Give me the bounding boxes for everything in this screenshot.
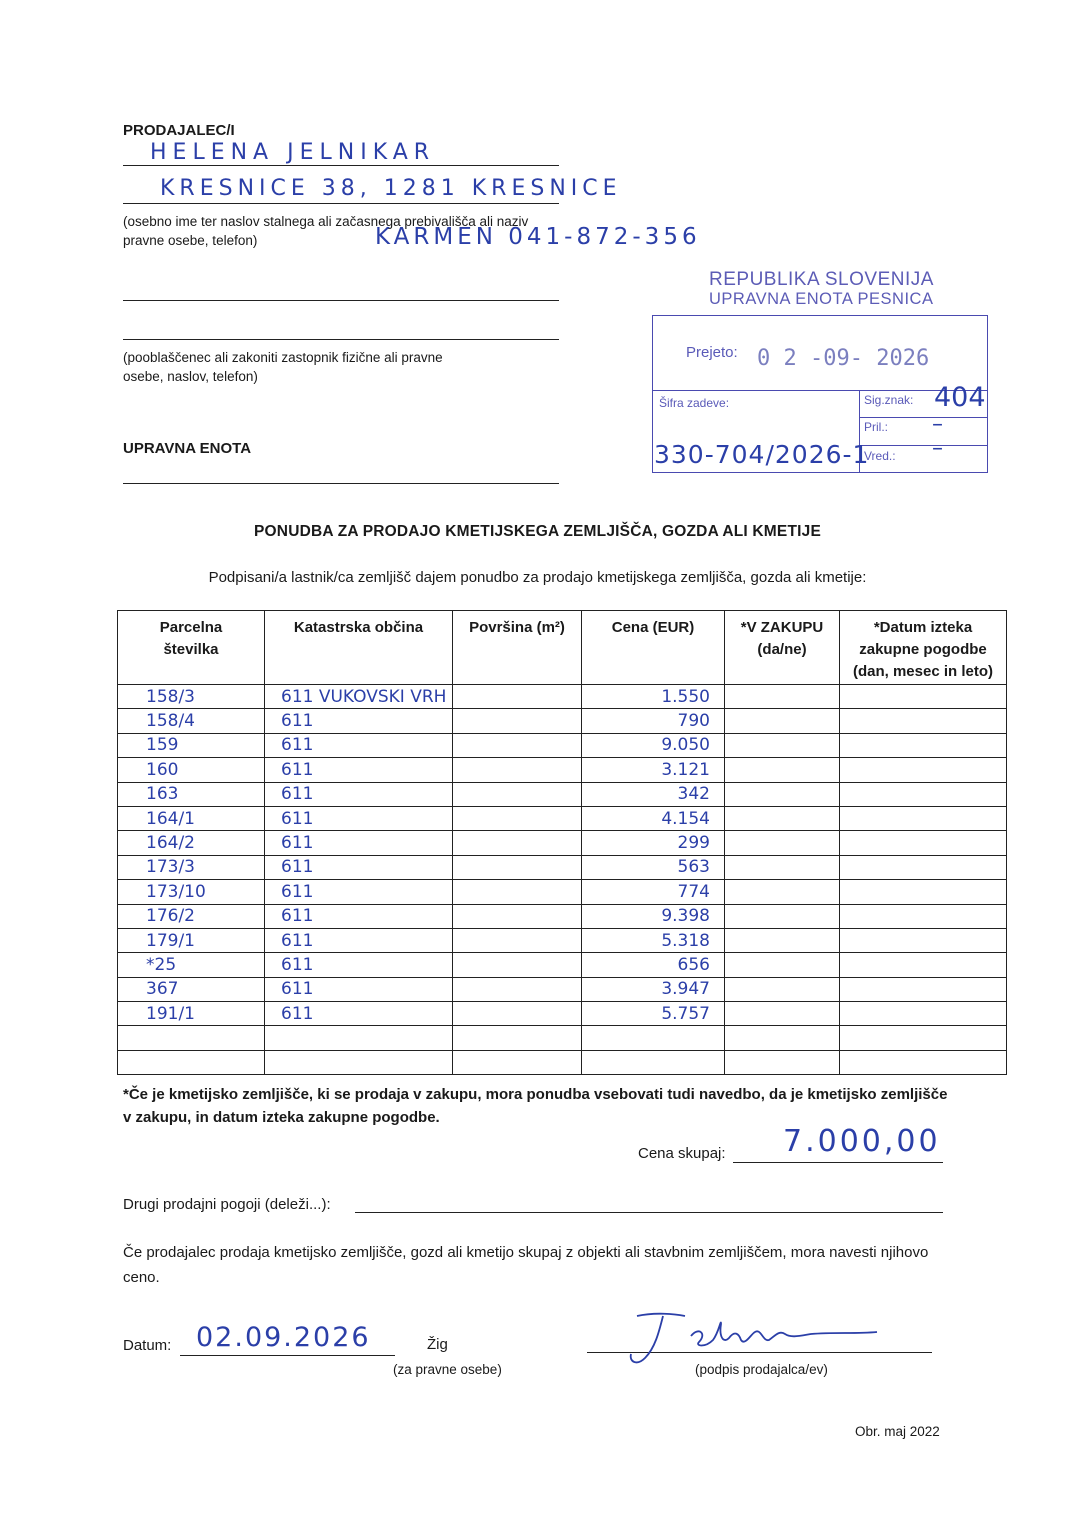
- signature-note: (podpis prodajalca/ev): [695, 1362, 828, 1377]
- seller-name-line: [123, 165, 559, 166]
- representative-line-2: [123, 339, 559, 340]
- lease-cell: [725, 855, 840, 879]
- price-cell: 1.550: [582, 685, 725, 709]
- parcel-table: [117, 610, 1007, 1075]
- price-cell: 299: [582, 831, 725, 855]
- lease-end-cell: [840, 880, 1007, 904]
- table-row: [118, 806, 1007, 830]
- lease-end-cell: [840, 831, 1007, 855]
- price-cell: 9.398: [582, 904, 725, 928]
- lease-end-cell: [840, 928, 1007, 952]
- cadastral-cell: 611: [265, 782, 453, 806]
- area-cell: [453, 758, 582, 782]
- area-cell: [453, 928, 582, 952]
- lease-cell: [725, 1050, 840, 1074]
- lease-cell: [725, 904, 840, 928]
- total-label: Cena skupaj:: [638, 1145, 726, 1162]
- header-price: Cena (EUR): [582, 611, 725, 685]
- area-cell: [453, 685, 582, 709]
- lease-end-cell: [840, 709, 1007, 733]
- cadastral-cell: 611 VUKOVSKI VRH: [265, 685, 453, 709]
- stamp-line-2: UPRAVNA ENOTA PESNICA: [709, 290, 934, 308]
- parcel-cell: 164/2: [118, 831, 265, 855]
- price-cell: 774: [582, 880, 725, 904]
- lease-cell: [725, 1002, 840, 1026]
- table-row: [118, 831, 1007, 855]
- stamp-pril-label: Pril.:: [864, 420, 888, 434]
- parcel-cell: 164/1: [118, 806, 265, 830]
- lease-end-cell: [840, 685, 1007, 709]
- date-line: [180, 1355, 395, 1356]
- area-cell: [453, 709, 582, 733]
- area-cell: [453, 977, 582, 1001]
- area-cell: [453, 806, 582, 830]
- stamp-vred-label: Vred.:: [864, 449, 896, 463]
- representative-line-1: [123, 300, 559, 301]
- other-label: Drugi prodajni pogoji (deleži...):: [123, 1196, 331, 1213]
- stamp-sig-value: 404: [934, 382, 986, 413]
- lease-cell: [725, 928, 840, 952]
- lease-cell: [725, 1026, 840, 1050]
- header-lease-end: *Datum izteka zakupne pogodbe (dan, mesec in leto): [840, 611, 1007, 685]
- lease-end-cell: [840, 782, 1007, 806]
- header-lease: *V ZAKUPU (da/ne): [725, 611, 840, 685]
- lease-end-cell: [840, 1026, 1007, 1050]
- cadastral-cell: 611: [265, 880, 453, 904]
- area-cell: [453, 855, 582, 879]
- lease-end-cell: [840, 977, 1007, 1001]
- area-cell: [453, 1050, 582, 1074]
- lease-cell: [725, 953, 840, 977]
- lease-end-cell: [840, 953, 1007, 977]
- cadastral-cell: 611: [265, 1002, 453, 1026]
- cadastral-cell: 611: [265, 928, 453, 952]
- lease-end-cell: [840, 1002, 1007, 1026]
- cadastral-cell: 611: [265, 806, 453, 830]
- price-cell: 790: [582, 709, 725, 733]
- cadastral-cell: 611: [265, 733, 453, 757]
- representative-note: (pooblaščenec ali zakoniti zastopnik fizične ali pravne osebe, naslov, telefon): [123, 350, 443, 384]
- area-cell: [453, 953, 582, 977]
- seller-heading: PRODAJALEC/I: [123, 122, 235, 139]
- seal-note: (za pravne osebe): [393, 1362, 502, 1377]
- parcel-cell: [118, 1026, 265, 1050]
- table-row: [118, 709, 1007, 733]
- stamp-vred-value: –: [932, 436, 943, 461]
- area-cell: [453, 1026, 582, 1050]
- area-cell: [453, 831, 582, 855]
- price-cell: 5.318: [582, 928, 725, 952]
- seller-address-line: [123, 203, 559, 204]
- table-row: [118, 685, 1007, 709]
- lease-cell: [725, 977, 840, 1001]
- lease-cell: [725, 758, 840, 782]
- area-cell: [453, 904, 582, 928]
- table-row: [118, 953, 1007, 977]
- cadastral-cell: 611: [265, 953, 453, 977]
- header-area: Površina (m²): [453, 611, 582, 685]
- lease-cell: [725, 806, 840, 830]
- parcel-cell: 158/3: [118, 685, 265, 709]
- cadastral-cell: [265, 1026, 453, 1050]
- other-line: [355, 1212, 943, 1213]
- parcel-cell: [118, 1050, 265, 1074]
- cadastral-cell: 611: [265, 758, 453, 782]
- cadastral-cell: 611: [265, 977, 453, 1001]
- lease-cell: [725, 880, 840, 904]
- table-row: [118, 977, 1007, 1001]
- price-cell: 563: [582, 855, 725, 879]
- parcel-cell: 179/1: [118, 928, 265, 952]
- cadastral-cell: [265, 1050, 453, 1074]
- area-cell: [453, 733, 582, 757]
- lease-cell: [725, 831, 840, 855]
- cadastral-cell: 611: [265, 831, 453, 855]
- parcel-cell: 163: [118, 782, 265, 806]
- form-title: PONUDBA ZA PRODAJO KMETIJSKEGA ZEMLJIŠČA, GOZDA ALI KMETIJE: [254, 523, 821, 540]
- seller-phone: KARMEN 041-872-356: [375, 224, 701, 250]
- price-cell: 3.121: [582, 758, 725, 782]
- lease-end-cell: [840, 733, 1007, 757]
- parcel-cell: 158/4: [118, 709, 265, 733]
- header-cadastral: Katastrska občina: [265, 611, 453, 685]
- stamp-pril-value: –: [932, 412, 943, 437]
- table-row: [118, 758, 1007, 782]
- stamp-case-label: Šifra zadeve:: [659, 396, 730, 410]
- seller-address: KRESNICE 38, 1281 KRESNICE: [160, 176, 622, 201]
- price-cell: 3.947: [582, 977, 725, 1001]
- parcel-cell: *25: [118, 953, 265, 977]
- total-value: 7.000,00: [783, 1124, 941, 1159]
- stamp-line-1: REPUBLIKA SLOVENIJA: [709, 269, 934, 290]
- price-cell: [582, 1050, 725, 1074]
- area-cell: [453, 1002, 582, 1026]
- price-cell: [582, 1026, 725, 1050]
- date-label: Datum:: [123, 1337, 172, 1354]
- price-cell: 9.050: [582, 733, 725, 757]
- lease-end-cell: [840, 855, 1007, 879]
- table-row: [118, 1026, 1007, 1050]
- stamp-sig-label: Sig.znak:: [864, 393, 914, 407]
- seller-name: HELENA JELNIKAR: [150, 140, 436, 165]
- objects-note: Če prodajalec prodaja kmetijsko zemljišče, gozd ali kmetijo skupaj z objekti ali stavbnim zemljiščem, mora navesti njihovo ceno.: [123, 1244, 929, 1286]
- footnote: *Če je kmetijsko zemljišče, ki se prodaja v zakupu, mora ponudba vsebovati tudi navedbo, da je kmetijsko zemljišče v zakupu, in datum izteka zakupne pogodbe.: [123, 1086, 948, 1126]
- lease-end-cell: [840, 806, 1007, 830]
- lease-cell: [725, 733, 840, 757]
- cadastral-cell: 611: [265, 855, 453, 879]
- stamp-received-label: Prejeto:: [686, 344, 738, 361]
- table-row: [118, 880, 1007, 904]
- area-cell: [453, 782, 582, 806]
- cadastral-cell: 611: [265, 709, 453, 733]
- header-parcel: Parcelna številka: [118, 611, 265, 685]
- seal-label: Žig: [427, 1336, 448, 1353]
- table-row: [118, 904, 1007, 928]
- form-intro: Podpisani/a lastnik/ca zemljišč dajem ponudbo za prodajo kmetijskega zemljišča, gozda ali kmetije:: [208, 569, 867, 586]
- area-cell: [453, 880, 582, 904]
- cadastral-cell: 611: [265, 904, 453, 928]
- parcel-cell: 176/2: [118, 904, 265, 928]
- seller-note: (osebno ime ter naslov stalnega ali začasnega prebivališča ali naziv pravne osebe, telefon): [123, 214, 529, 248]
- table-row: [118, 733, 1007, 757]
- lease-end-cell: [840, 904, 1007, 928]
- parcel-cell: 191/1: [118, 1002, 265, 1026]
- lease-end-cell: [840, 758, 1007, 782]
- parcel-cell: 173/10: [118, 880, 265, 904]
- form-version: Obr. maj 2022: [855, 1424, 940, 1439]
- parcel-cell: 367: [118, 977, 265, 1001]
- price-cell: 4.154: [582, 806, 725, 830]
- date-value: 02.09.2026: [196, 1322, 371, 1353]
- table-row: [118, 1050, 1007, 1074]
- lease-end-cell: [840, 1050, 1007, 1074]
- stamp-received-date: 0 2 -09- 2026: [757, 346, 930, 371]
- price-cell: 342: [582, 782, 725, 806]
- lease-cell: [725, 782, 840, 806]
- price-cell: 656: [582, 953, 725, 977]
- table-row: [118, 1002, 1007, 1026]
- table-row: [118, 928, 1007, 952]
- lease-cell: [725, 685, 840, 709]
- parcel-cell: 173/3: [118, 855, 265, 879]
- table-row: [118, 782, 1007, 806]
- stamp-case-value: 330-704/2026-1: [654, 440, 870, 469]
- unit-heading: UPRAVNA ENOTA: [123, 440, 252, 457]
- price-cell: 5.757: [582, 1002, 725, 1026]
- lease-cell: [725, 709, 840, 733]
- parcel-cell: 160: [118, 758, 265, 782]
- parcel-cell: 159: [118, 733, 265, 757]
- table-row: [118, 855, 1007, 879]
- unit-line: [123, 483, 559, 484]
- total-line: [733, 1162, 943, 1163]
